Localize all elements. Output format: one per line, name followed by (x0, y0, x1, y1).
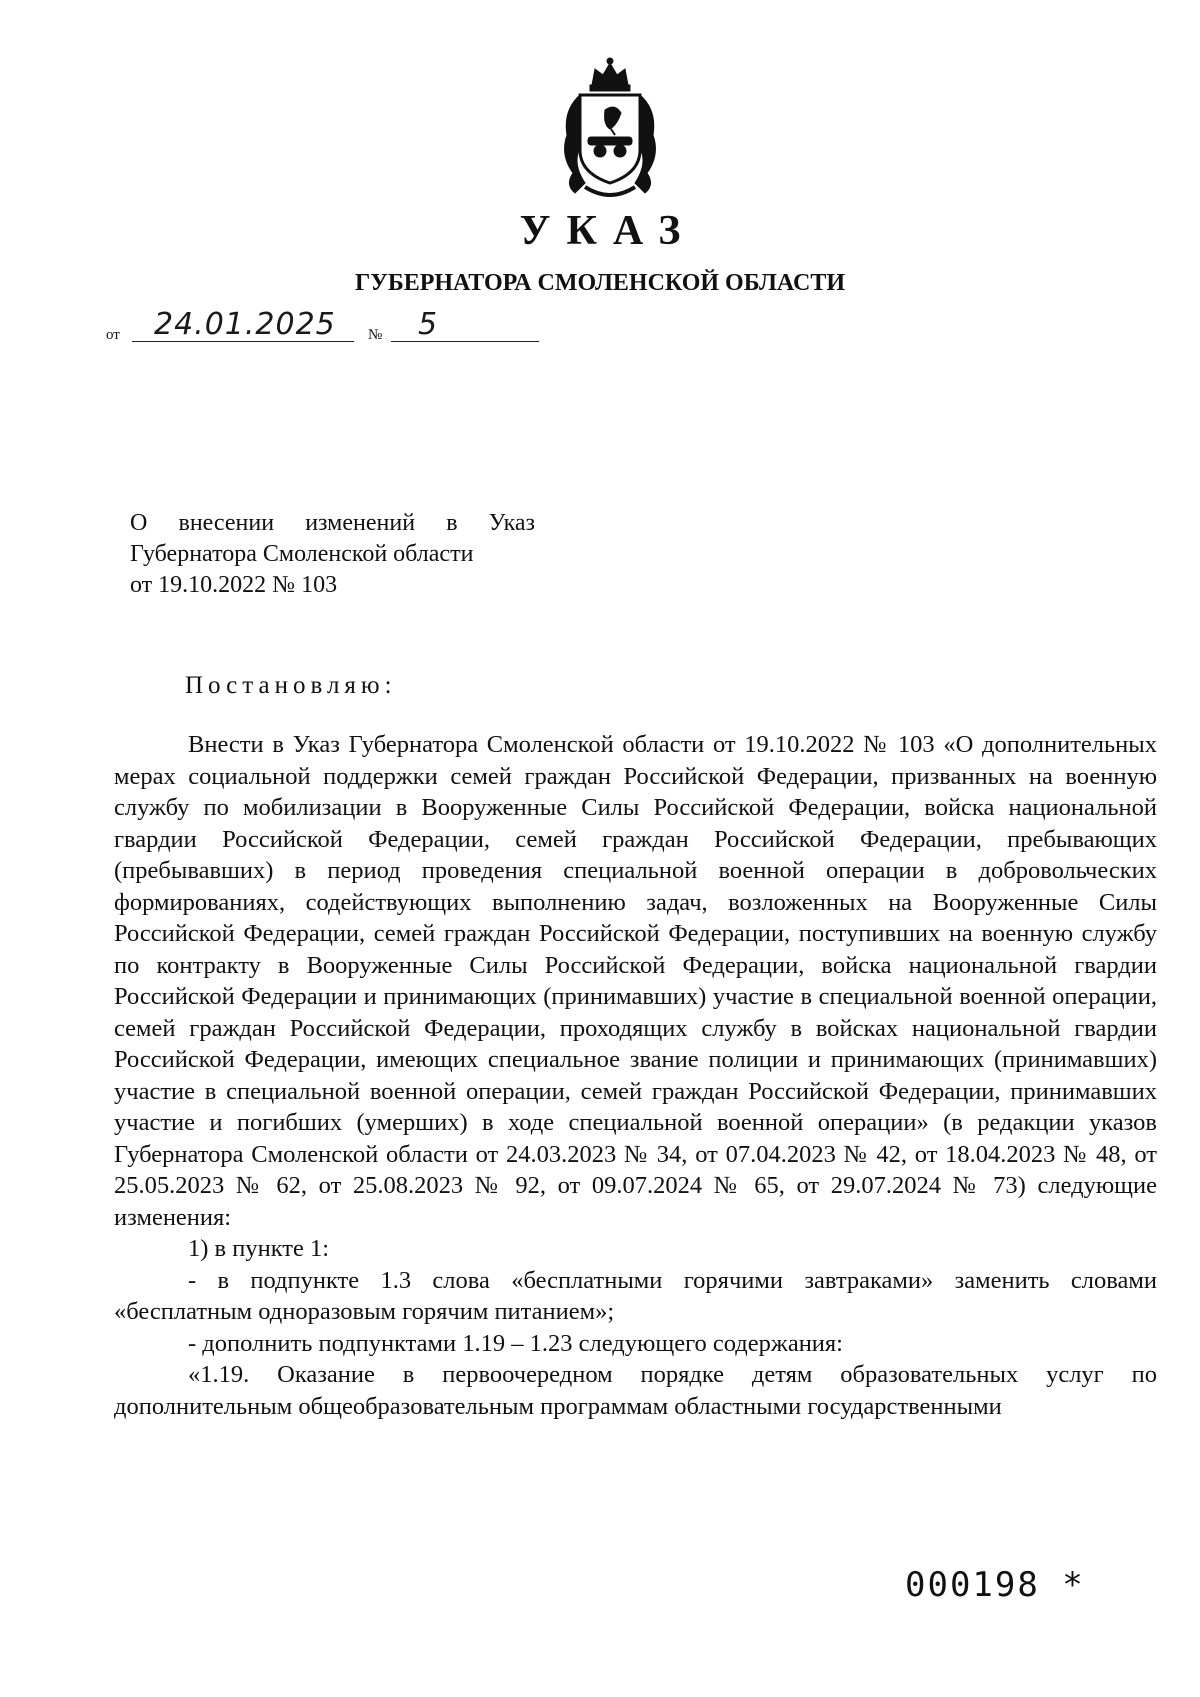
subject-line: от 19.10.2022 № 103 (130, 572, 338, 598)
intro-paragraph: Внести в Указ Губернатора Смоленской области от 19.10.2022 № 103 «О дополнительных мерах социальной поддержки семей граждан Российской Федерации, призванных на военную службу по мобилизации в Вооруженные Силы Российской Федерации, войска национальной гвардии Российской Федерации, семей граждан Российской Федерации, пребывающих (пребывавших) в период проведения специальной военной операции в добровольческих формированиях, содействующих выполнению задач, возложенных на Вооруженные Силы Российской Федерации, семей граждан Российской Федерации, поступивших на военную службу по контракту в Вооруженные Силы Российской Федерации, войска национальной гвардии Российской Федерации и принимающих (принимавших) участие в специальной военной операции, семей граждан Российской Федерации, проходящих службу в войсках национальной гвардии Российской Федерации, имеющих специальное звание полиции и принимающих (принимавших) участие в специальной военной операции, семей граждан Российской Федерации, принимавших участие и погибших (умерших) в ходе специальной военной операции» (в редакции указов Губернатора Смоленской области от 24.03.2023 № 34, от 07.04.2023 № 42, от 18.04.2023 № 48, от 25.05.2023 № 62, от 25.08.2023 № 92, от 09.07.2024 № 65, от 29.07.2024 № 73) следующие изменения: (114, 731, 1157, 1231)
document-issuer: ГУБЕРНАТОРА СМОЛЕНСКОЙ ОБЛАСТИ (354, 270, 846, 296)
date-prefix: от (106, 327, 120, 343)
date-value: 24.01.2025 (154, 307, 336, 342)
list-item: - дополнить подпунктами 1.19 – 1.23 следующего содержания: (188, 1329, 843, 1357)
list-item: - в подпункте 1.3 слова «бесплатными горячими завтраками» заменить словами «бесплатным одноразовым горячим питанием»; (114, 1266, 1157, 1325)
number-underline (391, 341, 539, 342)
document-subject (130, 508, 535, 601)
date-number-line (106, 307, 556, 352)
number-prefix: № (368, 327, 383, 343)
list-item: 1) в пункте 1: (188, 1235, 330, 1262)
subject-line: Губернатора Смоленской области (130, 541, 474, 567)
resolve-heading: Постановляю: (185, 672, 397, 699)
document-title: УКАЗ (519, 208, 697, 254)
list-item: «1.19. Оказание в первоочередном порядке детям образовательных услуг по дополнительным общеобразовательным программам областными государственными (114, 1361, 1157, 1420)
subject-line: О внесении изменений в Указ (130, 510, 535, 536)
document-serial-number: 000198 * (905, 1565, 1085, 1605)
coat-of-arms-icon (555, 55, 665, 205)
document-body (114, 729, 1157, 1422)
number-value: 5 (418, 307, 439, 342)
